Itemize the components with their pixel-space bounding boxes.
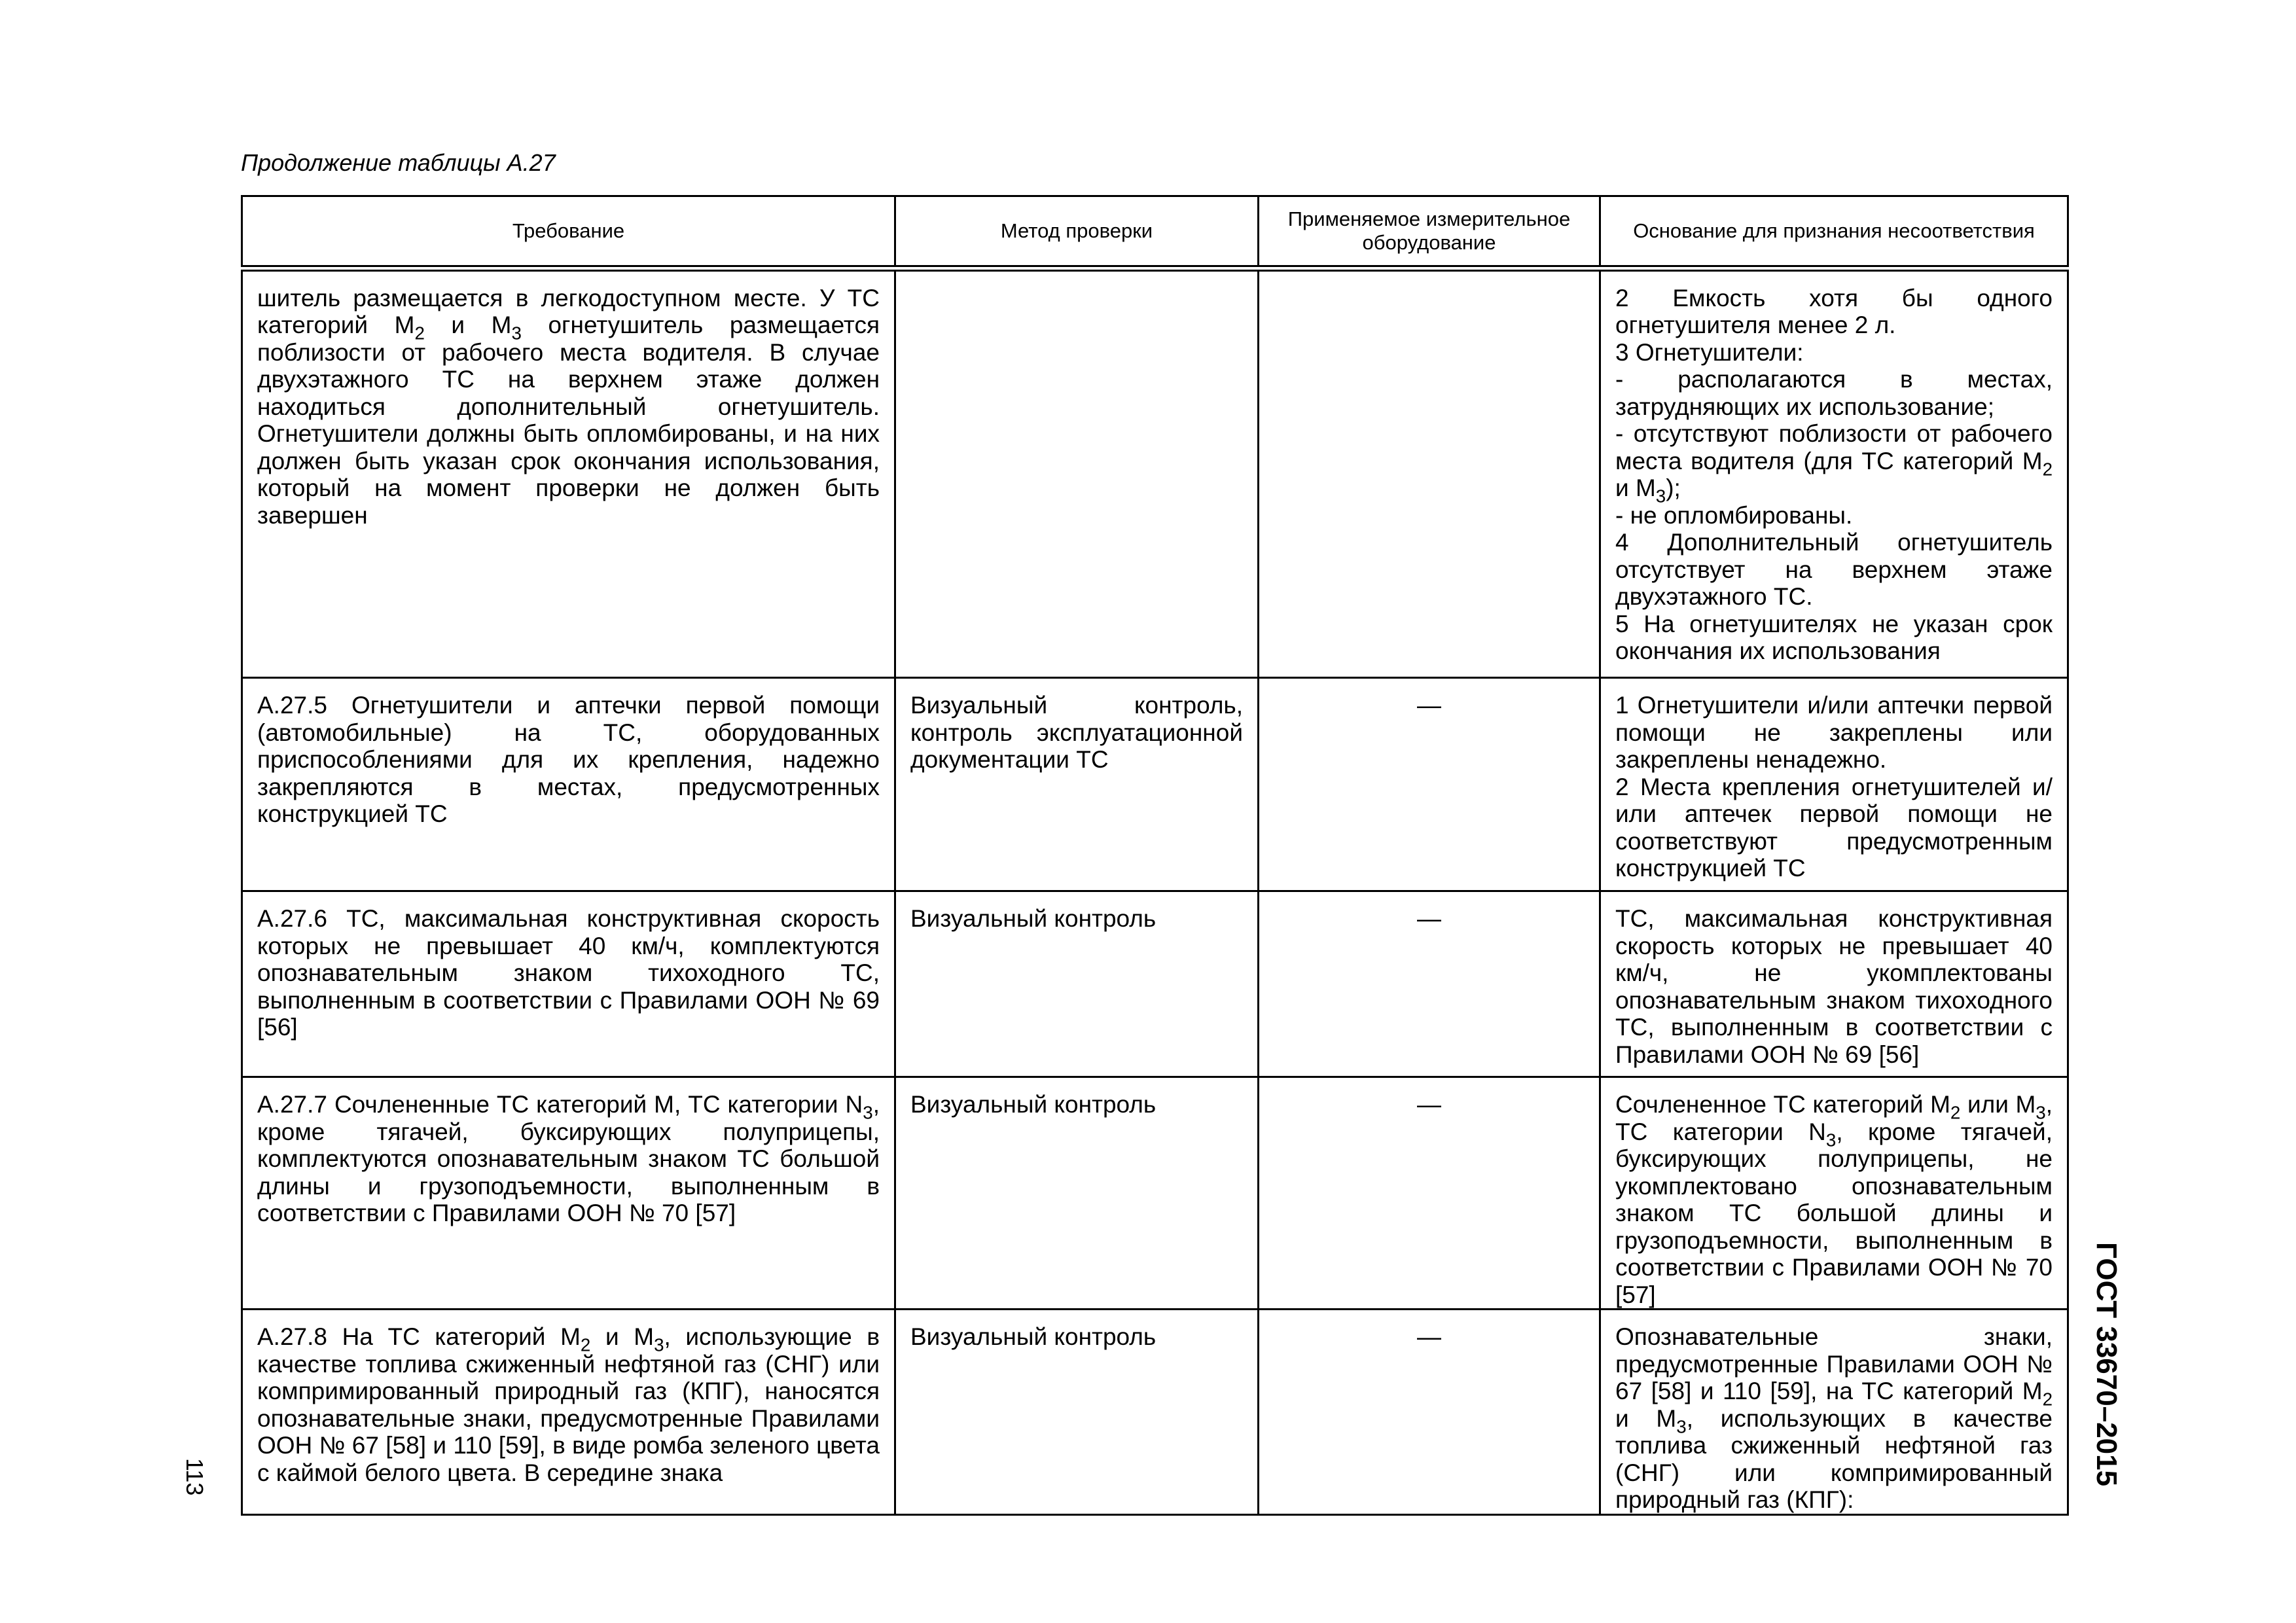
cell-basis: 2 Емкость хотя бы одного огнетушителя менее 2 л. 3 Огнетушители: - располагаются в местах, затрудняющих их использование; - отсутствуют поблизости от рабочего места водителя (для ТС категорий $М_2$ и $М_3$); - не опломбированы. 4 Дополнительный огнетушитель отсутствует на верхнем этаже двухэтажного ТС. 5 На огнетушителях не указан срок окончания их использования [1600, 268, 2068, 678]
table-row [242, 1077, 2068, 1310]
table-header-row [242, 196, 2068, 268]
cell-requirement: шитель размещается в легкодоступном месте. У ТС категорий $М_2$ и $М_3$ огнетушитель размещается поблизости от рабочего места водителя. В случае двухэтажного ТС на верхнем этаже должен находиться дополнительный огнетушитель. Огнетушители должны быть опломбированы, и на них должен быть указан срок окончания использования, который на момент проверки не должен быть завершен [242, 268, 895, 678]
cell-basis: Сочлененное ТС категорий $М_2$ или $М_3$, ТС категории $N_3$, кроме тягачей, буксирующих полуприцепы, не укомплектовано опознавательным знаком ТС большой длины и грузоподъемности, выполненным в соответствии с Правилами ООН № 70 [57] [1600, 1077, 2068, 1310]
table-row [242, 268, 2068, 678]
cell-basis: Опознавательные знаки, предусмотренные Правилами ООН № 67 [58] и 110 [59], на ТС категорий $М_2$ и $М_3$, использующих в качестве топлива сжиженный нефтяной газ (СНГ) или компримированный природный газ (КПГ): [1600, 1310, 2068, 1515]
header-requirement: Требование [242, 196, 895, 268]
header-equipment: Применяемое измерительное оборудование [1259, 196, 1600, 268]
standard-code: ГОСТ 33670–2015 [2090, 1242, 2123, 1487]
header-basis: Основание для признания несоответствия [1600, 196, 2068, 268]
cell-equipment [1259, 268, 1600, 678]
table-row [242, 1310, 2068, 1515]
header-method: Метод проверки [895, 196, 1259, 268]
table-row [242, 678, 2068, 891]
cell-requirement: А.27.5 Огнетушители и аптечки первой помощи (автомобильные) на ТС, оборудованных приспособлениями для их крепления, надежно закрепляются в местах, предусмотренных конструкцией ТС [242, 678, 895, 891]
cell-equipment: — [1259, 678, 1600, 891]
cell-requirement: А.27.8 На ТС категорий $М_2$ и $М_3$, использующие в качестве топлива сжиженный нефтяной газ (СНГ) или компримированный природный газ (КПГ), наносятся опознавательные знаки, предусмотренные Правилами ООН № 67 [58] и 110 [59], в виде ромба зеленого цвета с каймой белого цвета. В середине знака [242, 1310, 895, 1515]
page-number: 113 [181, 1458, 208, 1496]
cell-equipment: — [1259, 1310, 1600, 1515]
table-row [242, 891, 2068, 1077]
requirements-table [241, 195, 2069, 1516]
table-caption: Продолжение таблицы А.27 [241, 149, 556, 176]
cell-method [895, 268, 1259, 678]
cell-basis: ТС, максимальная конструктивная скорость которых не превышает 40 км/ч, не укомплектованы опознавательным знаком тихоходного ТС, выполненным в соответствии с Правилами ООН № 69 [56] [1600, 891, 2068, 1077]
cell-method: Визуальный контроль [895, 1310, 1259, 1515]
cell-equipment: — [1259, 1077, 1600, 1310]
cell-requirement: А.27.7 Сочлененные ТС категорий М, ТС категории $N_3$, кроме тягачей, буксирующих полуприцепы, комплектуются опознавательным знаком ТС большой длины и грузоподъемности, выполненным в соответствии с Правилами ООН № 70 [57] [242, 1077, 895, 1310]
cell-requirement: А.27.6 ТС, максимальная конструктивная скорость которых не превышает 40 км/ч, комплектуются опознавательным знаком тихоходного ТС, выполненным в соответствии с Правилами ООН № 69 [56] [242, 891, 895, 1077]
cell-method: Визуальный контроль [895, 1077, 1259, 1310]
cell-method: Визуальный контроль, контроль эксплуатационной документации ТС [895, 678, 1259, 891]
cell-basis: 1 Огнетушители и/или аптечки первой помощи не закреплены или закреплены ненадежно. 2 Места крепления огнетушителей и/или аптечек первой помощи не соответствуют предусмотренным конструкцией ТС [1600, 678, 2068, 891]
cell-equipment: — [1259, 891, 1600, 1077]
cell-method: Визуальный контроль [895, 891, 1259, 1077]
